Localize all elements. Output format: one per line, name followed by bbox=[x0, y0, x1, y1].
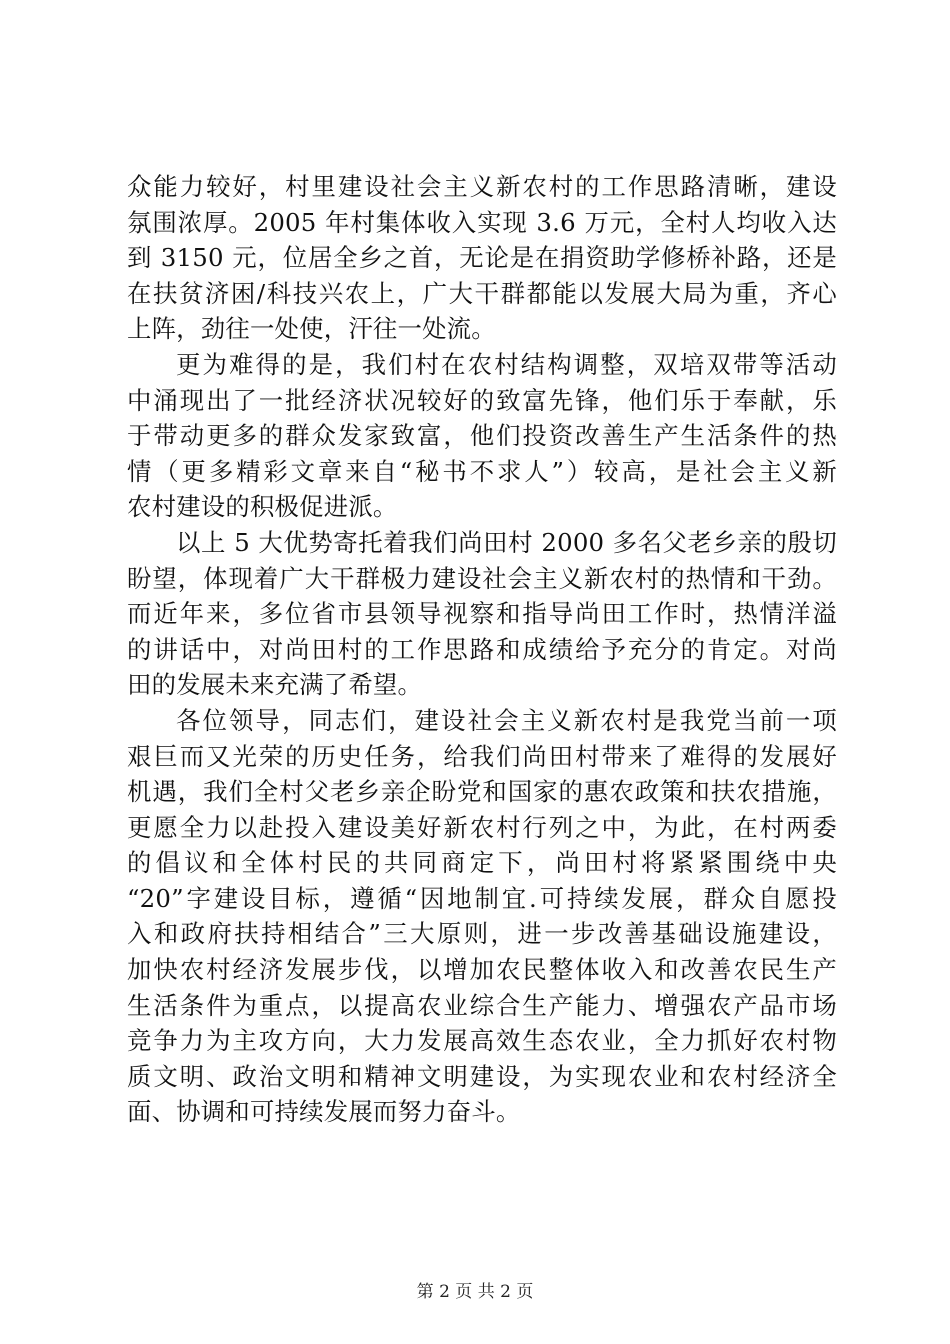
page-footer bbox=[0, 1282, 950, 1302]
text-line: 于带动更多的群众发家致富，他们投资改善生产生活条件的热 bbox=[127, 421, 837, 451]
paragraph-first-line: 以上 5 大优势寄托着我们尚田村 2000 多名父老乡亲的殷切 bbox=[176, 527, 837, 557]
text-line: 上阵，劲往一处使，汗往一处流。 bbox=[127, 314, 496, 344]
text-line: 众能力较好，村里建设社会主义新农村的工作思路清晰，建设 bbox=[127, 172, 837, 201]
text-line: 的倡议和全体村民的共同商定下，尚田村将紧紧围绕中央 bbox=[127, 848, 837, 878]
text-line: 质文明、政治文明和精神文明建设，为实现农业和农村经济全 bbox=[127, 1061, 837, 1091]
text-line: 盼望，体现着广大干群极力建设社会主义新农村的热情和干劲。 bbox=[127, 563, 837, 593]
text-line: 田的发展未来充满了希望。 bbox=[127, 670, 423, 700]
text-line: 氛围浓厚。2005 年村集体收入实现 3.6 万元，全村人均收入达 bbox=[127, 207, 837, 237]
text-line: 艰巨而又光荣的历史任务，给我们尚田村带来了难得的发展好 bbox=[127, 741, 837, 771]
text-line: 竞争力为主攻方向，大力发展高效生态农业，全力抓好农村物 bbox=[127, 1026, 837, 1056]
text-line: 入和政府扶持相结合”三大原则，进一步改善基础设施建设， bbox=[127, 919, 837, 949]
text-line: 到 3150 元，位居全乡之首，无论是在捐资助学修桥补路，还是 bbox=[127, 243, 837, 273]
text-line: 机遇，我们全村父老乡亲企盼党和国家的惠农政策和扶农措施， bbox=[127, 777, 837, 807]
paragraph-first-line: 更为难得的是，我们村在农村结构调整，双培双带等活动 bbox=[176, 349, 837, 379]
text-line: 的讲话中，对尚田村的工作思路和成绩给予充分的肯定。对尚 bbox=[127, 634, 837, 664]
text-line: 面、协调和可持续发展而努力奋斗。 bbox=[127, 1097, 521, 1127]
text-line: 加快农村经济发展步伐，以增加农民整体收入和改善农民生产 bbox=[127, 955, 837, 985]
text-line: 中涌现出了一批经济状况较好的致富先锋，他们乐于奉献，乐 bbox=[127, 385, 837, 415]
text-line: “20”字建设目标，遵循“因地制宜.可持续发展，群众自愿投 bbox=[127, 883, 837, 913]
text-line: 农村建设的积极促进派。 bbox=[127, 492, 398, 522]
text-line: 而近年来，多位省市县领导视察和指导尚田工作时，热情洋溢 bbox=[127, 599, 837, 629]
paragraph-first-line: 各位领导，同志们，建设社会主义新农村是我党当前一项 bbox=[176, 705, 837, 735]
body-text bbox=[127, 169, 837, 1130]
text-line: 更愿全力以赴投入建设美好新农村行列之中，为此，在村两委 bbox=[127, 812, 837, 842]
text-line: 情（更多精彩文章来自“秘书不求人”）较高，是社会主义新 bbox=[127, 456, 837, 486]
text-line: 在扶贫济困/科技兴农上，广大干群都能以发展大局为重，齐心 bbox=[127, 278, 837, 308]
page-number: 第 2 页 共 2 页 bbox=[416, 1282, 534, 1302]
text-line: 生活条件为重点，以提高农业综合生产能力、增强农产品市场 bbox=[127, 990, 837, 1020]
